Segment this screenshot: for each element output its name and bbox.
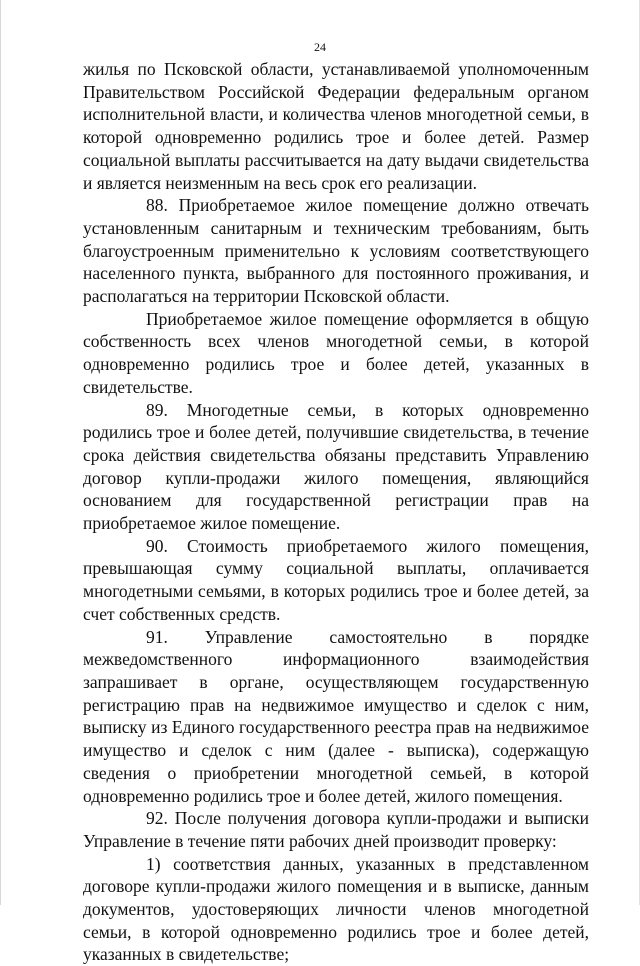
paragraph-92: 92. После получения договора купли-продажи и выписки Управление в течение пяти рабочих дней производит проверку: — [83, 808, 589, 851]
paragraph-92-item-1: 1) соответствия данных, указанных в представленном договоре купли-продажи жилого помещения и в выписке, данным документов, удостоверяющих личности членов многодетной семьи, в которой одновременно родились трое и более детей, указанных в свидетельстве; — [83, 853, 589, 965]
paragraph-88-ownership: Приобретаемое жилое помещение оформляется в общую собственность всех членов многодетной семьи, в которой одновременно родились трое и более детей, указанных в свидетельстве. — [83, 308, 589, 397]
paragraph-90: 90. Стоимость приобретаемого жилого помещения, превышающая сумму социальной выплаты, оплачивается многодетными семьями, в которых родились трое и более детей, за счет собственных средств. — [83, 535, 589, 624]
document-body — [83, 58, 589, 966]
paragraph-88: 88. Приобретаемое жилое помещение должно отвечать установленным санитарным и техническим требованиям, быть благоустроенным применительно к условиям соответствующего населенного пункта, выбранного для постоянного проживания, и располагаться на территории Псковской области. — [83, 195, 589, 307]
paragraph-continuation: жилья по Псковской области, устанавливаемой уполномоченным Правительством Российской Федерации федеральным органом исполнительной власти, и количества членов многодетной семьи, в которой одновременно родились трое и более детей. Размер социальной выплаты рассчитывается на дату выдачи свидетельства и является неизменным на весь срок его реализации. — [83, 59, 589, 193]
paragraph-91: 91. Управление самостоятельно в порядке межведомственного информационного взаимодействия запрашивает в органе, осуществляющем государственную регистрацию прав на недвижимое имущество и сделок с ним, выписку из Единого государственного реестра прав на недвижимое имущество и сделок с ним (далее - выписка), содержащую сведения о приобретении многодетной семьей, в которой одновременно родились трое и более детей, жилого помещения. — [83, 626, 589, 806]
page-number: 24 — [314, 40, 326, 54]
paragraph-89: 89. Многодетные семьи, в которых одновременно родились трое и более детей, получившие свидетельства, в течение срока действия свидетельства обязаны представить Управлению договор купли-продажи жилого помещения, являющийся основанием для государственной регистрации прав на приобретаемое жилое помещение. — [83, 399, 589, 534]
